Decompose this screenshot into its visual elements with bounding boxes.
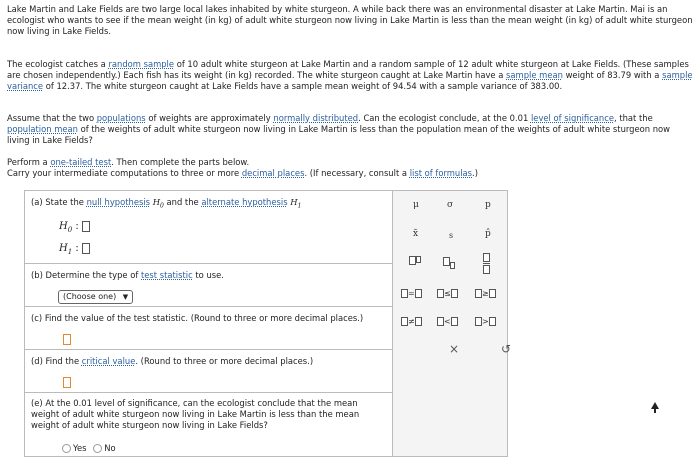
equals-button[interactable] xyxy=(401,289,422,299)
part-c-label: (c) xyxy=(31,313,43,323)
equals-symbol: = xyxy=(408,289,415,298)
population-mean-link[interactable]: population mean xyxy=(7,123,78,134)
right-box-icon xyxy=(451,317,458,326)
part-e xyxy=(25,393,392,456)
no-radio[interactable] xyxy=(93,444,102,453)
part-d-text: Find the xyxy=(45,356,82,366)
part-a xyxy=(25,191,392,264)
mouse-cursor-stem xyxy=(654,408,656,413)
fraction-button[interactable] xyxy=(483,253,490,274)
h1-symbol-inline: $H_1$ xyxy=(290,197,302,210)
base-box-icon xyxy=(443,257,450,266)
part-b-text: to use. xyxy=(192,270,224,280)
normally-distributed-link[interactable]: normally distributed xyxy=(273,113,359,123)
subscript-box-icon xyxy=(450,262,455,269)
critical-value-input[interactable] xyxy=(63,377,71,388)
part-c-text: Find the value of the test statistic. (Round to three or more decimal places.) xyxy=(44,313,364,323)
intro-paragraph xyxy=(7,4,693,37)
instructions-text: Perform a xyxy=(7,157,51,167)
part-b-text: Determine the type of xyxy=(45,270,141,280)
left-box-icon xyxy=(437,317,444,326)
h0-symbol-inline: $H_0$ xyxy=(152,197,164,210)
assume-text-2: of weights are approximately xyxy=(145,113,274,123)
part-e-text: At the 0.01 level of significance, can the ecologist conclude that the mean weight of adult white sturgeon now living in Lake Martin is less than the mean weight of adult white sturgeon now living in Lake Fields? xyxy=(31,398,360,430)
h0-colon: : xyxy=(75,221,79,232)
h1-symbol: $H_1$ xyxy=(59,243,73,256)
not-equal-button[interactable] xyxy=(401,317,422,327)
dropdown-value: (Choose one) xyxy=(63,292,117,301)
h0-symbol: $H_0$ xyxy=(59,221,73,234)
part-a-text: State the xyxy=(45,197,87,207)
alternate-hypothesis-link[interactable]: alternate hypothesis xyxy=(201,197,288,207)
left-box-icon xyxy=(437,289,444,298)
h1-row xyxy=(59,242,90,257)
part-c xyxy=(25,307,392,350)
numerator-box-icon xyxy=(483,253,490,262)
sample-mean-link[interactable]: sample mean xyxy=(506,69,563,80)
one-tailed-test-link[interactable]: one-tailed test xyxy=(50,157,112,167)
ne-symbol: ≠ xyxy=(408,317,415,326)
ge-symbol: ≥ xyxy=(482,289,489,298)
sample-variance-link[interactable]: sample variance xyxy=(7,69,693,91)
decimal-places-link[interactable]: decimal places xyxy=(241,167,305,178)
assume-text-5: of the weights of adult white sturgeon now living in Lake Martin is less than the population mean of the weights of adult white sturgeon now living in Lake Fields? xyxy=(7,123,671,145)
left-box-icon xyxy=(475,317,482,326)
list-of-formulas-link[interactable]: list of formulas xyxy=(409,167,473,178)
left-box-icon xyxy=(401,317,408,326)
base-box-icon xyxy=(409,256,416,265)
less-than-button[interactable] xyxy=(437,317,458,327)
clear-icon[interactable]: × xyxy=(449,342,460,356)
subscript-button[interactable] xyxy=(443,257,455,269)
greater-than-button[interactable] xyxy=(475,317,496,327)
critical-value-link[interactable]: critical value xyxy=(81,356,136,366)
lt-symbol: < xyxy=(444,317,451,326)
instructions-line-2 xyxy=(7,168,693,179)
h0-input[interactable] xyxy=(82,221,90,232)
le-symbol: ≤ xyxy=(444,289,451,298)
sampling-paragraph xyxy=(7,59,693,92)
test-statistic-input[interactable] xyxy=(63,334,71,345)
p-button[interactable]: p xyxy=(485,200,491,210)
right-box-icon xyxy=(415,289,422,298)
sigma-button[interactable]: σ xyxy=(447,200,454,210)
part-b xyxy=(25,264,392,307)
null-hypothesis-link[interactable]: null hypothesis xyxy=(86,197,151,207)
xbar-button[interactable]: x̄ xyxy=(413,229,419,239)
phat-button[interactable]: p̂ xyxy=(485,229,491,239)
intro-text: Lake Martin and Lake Fields are two large local lakes inhabited by white sturgeon. A while back there was an environmental disaster at Lake Martin. Mai is an ecologist who wants to see if the mean weight (in kg) of adult white sturgeon now living in Lake Martin is less than the mean weight (in kg) of adult white sturgeon now living in Lake Fields. xyxy=(7,4,693,36)
part-d xyxy=(25,350,392,393)
instructions-text: . Then complete the parts below. xyxy=(111,157,250,167)
superscript-button[interactable] xyxy=(409,256,421,268)
right-box-icon xyxy=(451,289,458,298)
answer-table xyxy=(24,190,512,457)
part-a-prompt xyxy=(31,197,301,210)
assume-text-1: Assume that the two xyxy=(7,113,97,123)
instructions-line-1 xyxy=(7,157,693,168)
part-a-label: (a) xyxy=(31,197,43,207)
chevron-down-icon: ▼ xyxy=(122,293,129,301)
sampling-text-4: of 12.37. The white sturgeon caught at Lake Fields have a sample mean weight of 94.54 with a sample variance of 383.00. xyxy=(43,80,563,91)
right-box-icon xyxy=(489,289,496,298)
sampling-text-1: The ecologist catches a xyxy=(7,59,109,69)
random-sample-link[interactable]: random sample xyxy=(108,59,175,69)
right-box-icon xyxy=(415,317,422,326)
part-a-text: and the xyxy=(166,197,202,207)
part-e-label: (e) xyxy=(31,398,43,408)
h0-row xyxy=(59,220,90,235)
part-d-label: (d) xyxy=(31,356,43,366)
test-statistic-dropdown[interactable] xyxy=(58,290,133,304)
level-of-significance-link[interactable]: level of significance xyxy=(530,113,614,123)
less-equal-button[interactable] xyxy=(437,289,458,299)
left-box-icon xyxy=(401,289,408,298)
instructions-text: . (If necessary, consult a xyxy=(304,167,410,178)
fraction-bar-icon xyxy=(483,263,490,264)
left-box-icon xyxy=(475,289,482,298)
part-d-text: . (Round to three or more decimal places.) xyxy=(135,356,314,366)
part-e-options xyxy=(62,443,116,454)
part-d-prompt xyxy=(31,356,313,367)
undo-icon[interactable]: ↺ xyxy=(501,342,512,356)
yes-radio[interactable] xyxy=(62,444,71,453)
denominator-box-icon xyxy=(483,265,490,274)
part-c-prompt xyxy=(31,313,363,324)
s-button[interactable]: s xyxy=(449,231,454,240)
instructions-text: Carry your intermediate computations to three or more xyxy=(7,167,242,178)
assume-text-3: . Can the ecologist conclude, at the 0.01 xyxy=(358,113,531,123)
sampling-text-3: weight of 83.79 with a xyxy=(562,69,663,80)
assume-text-4: , that the xyxy=(614,113,653,123)
h1-colon: : xyxy=(75,243,79,254)
gt-symbol: > xyxy=(482,317,489,326)
mu-button[interactable]: μ xyxy=(413,200,419,210)
h1-input[interactable] xyxy=(82,243,90,254)
yes-label: Yes xyxy=(73,443,87,453)
part-b-prompt xyxy=(31,270,224,281)
sampling-text-2: of 10 adult white sturgeon at Lake Martin and a random sample of 12 adult white sturgeon at Lake Fields. (These samples are chosen independently.) Each fish has its weight (in kg) recorded. The white sturgeon caught at Lake Martin have a xyxy=(7,59,689,80)
test-statistic-link[interactable]: test statistic xyxy=(141,270,193,280)
part-b-label: (b) xyxy=(31,270,43,280)
exponent-box-icon xyxy=(416,256,421,263)
symbol-palette xyxy=(393,191,512,456)
parts-column xyxy=(25,191,393,456)
instructions-text: .) xyxy=(472,167,478,178)
populations-link[interactable]: populations xyxy=(96,113,146,123)
instructions xyxy=(7,157,693,179)
part-e-prompt xyxy=(31,398,376,431)
no-label: No xyxy=(104,443,116,453)
right-box-icon xyxy=(489,317,496,326)
assumption-paragraph xyxy=(7,113,693,146)
greater-equal-button[interactable] xyxy=(475,289,496,299)
